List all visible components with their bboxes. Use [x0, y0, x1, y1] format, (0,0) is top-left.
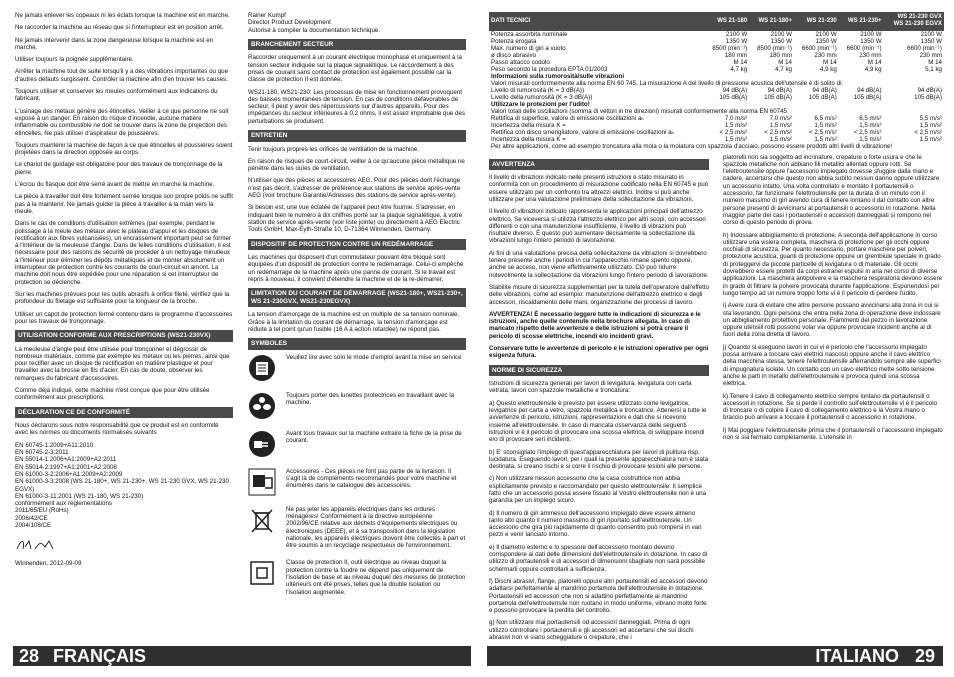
cell-value: 1,5 m/s²	[814, 135, 837, 143]
cell-value: 94 dB(A)	[917, 86, 942, 94]
cell-value: < 2,5 m/s²	[764, 128, 792, 136]
fr-safety-paragraphs	[15, 12, 233, 325]
paragraph: Ai fini di una valutazione precisa della sollecitazione da vibrazioni si dovrebbero tenere presente anche i periodi in cui l'apparecchio rimane spento oppure, anche se acceso, non viene effettivamente utilizzato. Ciò può ridurre notevolmente la sollecitazione da vibrazioni lungo l'intero periodo di lavorazione.	[489, 249, 709, 279]
current-text: La tension d'amorçage de la machine est un multiple de sa tension nominale. Grâce à la limitation du courant de démarrage, la tension d'amorçage est réduite à tel point qu'un fusible (16 A à action retardée) ne répond pas.	[248, 311, 460, 333]
cell-value: M 14	[778, 58, 792, 66]
signatory	[248, 12, 466, 34]
left-page-number: 28	[19, 646, 40, 666]
signatory-line: Autorisé à compiler la documentation technique.	[248, 26, 381, 34]
place-date: Winnenden, 2012-09-09	[15, 559, 82, 567]
row-label: Livello della rumorosità (K = 3 dB(A))	[491, 93, 593, 101]
cell-value: 1,5 m/s²	[919, 121, 942, 129]
symbol-text: Veuillez lire avec soin le mode d'emploi avant la mise en service	[286, 353, 462, 361]
conformity-header: DÉCLARATION CE DE CONFORMITÉ	[15, 407, 233, 419]
norm-item: 2006/42/CE	[15, 514, 48, 522]
safety-paragraph: a) Questo elettroutensile è previsto per essere utilizzato come levigatrice, levigatrice per carta a vetro, spazzola metallica e troncatrice. Attenersi a tutte le avvertenze di pericolo, istruzioni, rappresentazioni e dati che si ricevono insieme all'elettroutensile. In caso di mancata osservanza delle seguenti istruzioni vi è il pericolo di provocare una scossa elettrica, di sviluppare incendi e/o di provocare seri incidenti.	[489, 399, 707, 444]
row-label: ø disco abrasivo	[491, 51, 537, 59]
paragraph: Raccorder uniquement à un courant électrique monophasé et uniquement à la tension secteur indiquée sur la plaque signalétique. Le raccordement à des prises de courant sans contact de protection est également possible car la classe de protection II est donnée.	[248, 54, 462, 84]
paragraph: Dans le cas de conditions d'utilisation extrêmes (par exemple, pendant le polissage à la meule des métaux avec le plateau d'appui et les disques de rectification aux fibres vulcanisées), un encrassement important peut se former à l'intérieur de la meuleuse d'angle. Dans de telles conditions d'utilisation, il est nécessaire pour des raisons de sécurité de procéder à un nettoyage minutieux à l'intérieur pour éliminer les dépôts métalliques et de monter absolument un interrupteur de protection contre les courants de court-circuit en amont. La machine doit nous être expédiée pour une réparation si cet interrupteur de protection se déclenche.	[15, 220, 231, 286]
cell-value: 1350 W	[770, 37, 792, 45]
cell-value: 1,5 m/s²	[814, 121, 837, 129]
cell-value: 4,9 kg	[864, 65, 882, 73]
symbol-class-ii	[248, 559, 466, 595]
cell-value: 1,5 m/s²	[919, 135, 942, 143]
norm-item: 2011/65/EU (RoHs)	[15, 507, 69, 515]
cell-value: 180 mm	[724, 51, 748, 59]
right-page-number: 29	[914, 646, 935, 666]
table-row	[489, 94, 944, 101]
row-label: Passo attacco codolo	[491, 58, 550, 66]
safety-paragraph: b) E' sconsigliato l'impiego di quest'apparecchiatura per lavori di pulitura risp. lucidatura. Eseguendo lavori, per i quali la presente apparecchiatura non è stata destinata, si creano rischi e si corre il rischio di provocare lesioni alle persone.	[489, 448, 709, 471]
paragraph: La pièce à travailler doit être fortement serrée lorsque son propre poids ne suffit pas à la maintenir. Ne jamais guider la pièce à travailler à la main vers la meule.	[15, 193, 233, 215]
norm-item: EN 60745-2-3:2011	[15, 449, 69, 457]
norm-item: EN 61000-3-11:2001 (WS 21-180, WS 21-230)	[15, 492, 144, 500]
norm-item: EN 55014-1:2006+A1:2009+A2:2011	[15, 456, 117, 464]
cell-value: < 2,5 m/s²	[719, 128, 748, 136]
cell-value: 4,9 kg	[819, 65, 837, 73]
cell-value: 1,5 m/s²	[724, 135, 748, 143]
cell-value: 6,5 m/s²	[859, 114, 882, 122]
safety-paragraph: h) Indossare abbigliamento di protezione. A seconda dell'applicazione in corso utilizzare una visiera completa, maschera di protezione per gli occhi oppure occhiali di sicurezza. Per quanto necessario, portare maschere per polveri, protezione acustica, guanti di protezione oppure un grembiule speciale in grado di proteggervi da piccole particelle di levigatura o di materiale. Gli occhi dovrebbero essere protetti da corpi estranei espulsi in aria nel corso di diverse applicazioni. La maschera antipolvere e la maschera respiratoria devono essere in grado di filtrare la polvere provocata durante l'applicazione. Esponendosi per lungo tempo ad un rumore troppo forte vi è il pericolo di perdere l'udito.	[723, 231, 943, 297]
cell-value: 105 dB(A)	[719, 93, 748, 101]
paragraph: La meuleuse d'angle peut être utilisée pour tronçonner et dégrossir de nombreux matériaux, comme par exemple les métaux ou les pierres, ainsi que pour rectifier avec un disque de rectification en matière plastique et pour travailler avec la brosse en fils d'acier. En cas de doute, observer les remarques du fabricant d'accessoires.	[15, 345, 230, 382]
paragraph: Ne raccorder la machine au réseau que si l'interrupteur est en position arrêt.	[15, 24, 224, 32]
row-label: Rettifica di superficie, valore di emissione oscillazioni aₕ	[491, 114, 644, 122]
row-label: Potenza assorbita nominale	[491, 30, 568, 38]
table-row	[489, 45, 944, 52]
norm-item: EN 61000-3-2:2006+A1:2009+A2:2009	[15, 470, 123, 478]
cell-value: 2100 W	[815, 30, 837, 38]
tech-header-row	[489, 12, 944, 31]
paragraph: N'utiliser que des pièces et accessoires AEG. Pour des pièces dont l'échange n'est pas décrit, s'adresser de préférence aux stations de service après-vente AEG (voir brochure Garantie/Adresses des stations de service après-vente).	[248, 177, 461, 200]
symbol-text: Ne pas jeter les appareils électriques dans les ordures ménagères! Conformément à la directive européenne 2002/96/CE relative aux déchets d'équipements électriques ou électroniques (DEEE), et à sa transposition dans la législation nationale, les appareils électriques doivent être collectés à part et être soumis à un recyclage respectueux de l'environnement.	[286, 505, 466, 550]
table-row	[489, 73, 944, 80]
safety-paragraph: c) Non utilizzare nessun accessorio che la casa costruttrice non abbia esplicitamente previsto e raccomandato per questo elettroutensile. Il semplice fatto che un accessorio possa essere fissato al Vostro elettroutensile non è una garanzia per un impiego sicuro.	[489, 475, 707, 505]
row-label: Valori totali delle oscillazioni (somma di vettori in tre direzioni) misurati conformemente alla norma EN 60745	[491, 107, 787, 115]
cell-value: 2100 W	[725, 30, 748, 38]
table-row	[489, 52, 944, 59]
left-page-language: FRANÇAIS	[53, 646, 146, 666]
table-row	[489, 31, 944, 38]
table-row	[489, 143, 944, 150]
safety-paragraph: g) Non utilizzare mai portautensili od accessori danneggiati. Prima di ogni utilizzo controllare i portautensili e gli accessori ed accertarsi che sui dischi abrasivi non vi siano scheggiature o crepature, che i	[489, 619, 694, 642]
safety-paragraph: f) Dischi abrasivi, flange, platorelli oppure altri portautensili ed accessori devono adattarsi perfettamente al mandrino portamola dell'elettroutensile in dotazione. Portautensili ed accessori che non si adattino perfettamente al mandrino portamola dell'elettroutensile non ruotano in modo uniforme, vibrano molto forte e possono provocare la perdita del controllo.	[489, 577, 708, 615]
row-label: Max. numero di giri a vuoto	[491, 44, 566, 52]
maintenance-header: ENTRETIEN	[248, 130, 466, 142]
cell-value: 1350 W	[815, 37, 837, 45]
safety-paragraph: Istruzioni di sicurezza generali per lavori di levigatura, levigatura con carta vetrata, lavori con spazzole metalliche e troncatura:	[489, 380, 692, 395]
paragraph: Ne jamais intervenir dans la zone dangereuse lorsque la machine est en marche.	[15, 36, 214, 51]
cell-value: 105 dB(A)	[764, 93, 792, 101]
cell-value: 1,5 m/s²	[769, 135, 792, 143]
paragraph: Le chariot de guidage est obligatoire pour des travaux de tronçonnage de la pierre.	[15, 161, 223, 176]
it-page	[489, 12, 944, 646]
safety-paragraph: k) Tenere il cavo di collegamento elettrico sempre lontano da portautensili o accessori in rotazione. Se si perde il controllo sull'elettroutensile vi è il pericolo di troncare o di colpire il cavo di collegamento elettrico e la Vostra mano o braccio può arrivare a toccare il portautensili o accessorio in rotazione.	[723, 392, 938, 422]
warning-header: AVVERTENZA	[489, 159, 709, 171]
right-page-language: ITALIANO	[815, 646, 899, 666]
mains-text	[248, 54, 466, 125]
cell-value: 94 dB(A)	[767, 86, 792, 94]
restart-header: DISPOSITIF DE PROTECTION CONTRE UN REDÉMARRAGE	[248, 239, 466, 251]
cell-value: 94 dB(A)	[722, 86, 748, 94]
signature-image	[15, 537, 75, 553]
cell-value: < 2,5 m/s²	[914, 128, 942, 136]
cell-value: 7,0 m/s²	[769, 114, 792, 122]
usage-header: UTILISATION CONFORME AUX PRESCRIPTIONS (WS21-230VX)	[15, 330, 233, 342]
right-page-footer	[487, 646, 943, 666]
mains-header: BRANCHEMENT SECTEUR	[248, 39, 466, 51]
paragraph: Sur les machines prévues pour les outils abrasifs à orifice fileté, vérifiez que la profondeur du filetage est suffisante pour la longueur de la broche.	[15, 290, 230, 306]
paragraph: WS21-180, WS21-230: Les processus de mise en fonctionnement provoquent des baisses momentanées de tension. En cas de conditions défavorables de secteur, il peut y avoir des répercussions sur d'autres appareils. Pour des impédances du secteur inférieures à 0,2 ohms, il est assez improbable que des perturbations se produisent.	[248, 88, 466, 125]
table-row	[489, 87, 944, 94]
safety-header: NORME DI SICUREZZA	[489, 365, 709, 377]
row-label: Incertezza della misura K =	[491, 121, 566, 129]
fr-column-2	[248, 12, 466, 606]
keep-text: Conservare tutte le avvertenze di pericolo e le istruzioni operative per ogni esigenza futura.	[489, 345, 709, 360]
table-row	[489, 115, 944, 122]
warning-bold: AVVERTENZA! È necessario leggere tutte le indicazioni di sicurezza e le istruzioni, anche quelle contenute nella brochure allegata. In caso di mancato rispetto delle avvertenze e delle istruzioni si potrà creare il pericolo di scosse elettriche, incendi e/o incidenti gravi.	[489, 310, 701, 340]
paragraph: Toujours utiliser et conserver les meules conformément aux indications du fabricant.	[15, 88, 218, 103]
cell-value: 2100 W	[920, 30, 942, 38]
table-row	[489, 59, 944, 66]
paragraph: Arrêter la machine tout de suite lorsqu'il y a des vibrations importantes ou que d'autres défauts surgissent. Contrôler la machine afin d'en trouver les causes.	[15, 68, 229, 83]
symbol-text: Avant tous travaux sur la machine extraire la fiche de la prise de courant.	[286, 429, 462, 444]
signatory-line: Director Product Development	[248, 19, 331, 27]
table-row	[489, 136, 944, 143]
norm-item: 2004/108/CE	[15, 522, 52, 530]
restart-text: Les machines qui disposent d'un commutateur pouvant être bloqué sont équipées d'un dispositif de protection contre le redémarrage. Celui-ci empêche un redémarrage de la machine après une panne de courant. Si le travail est repris à nouveau, il convient d'éteindre la machine et de la re-démarrer.	[248, 254, 464, 283]
cell-value: 105 dB(A)	[808, 93, 837, 101]
cell-value: 94 dB(A)	[812, 86, 837, 94]
row-label: Potenza erogata	[491, 37, 537, 45]
cell-value: 2100 W	[770, 30, 792, 38]
left-page-footer	[13, 646, 471, 666]
cell-value: 105 dB(A)	[853, 93, 882, 101]
cell-value: 1,5 m/s²	[724, 121, 748, 129]
table-row	[489, 66, 944, 73]
cell-value: 230 mm	[859, 51, 882, 59]
paragraph: Utiliser toujours la poignée supplémentaire.	[15, 56, 134, 64]
it-column-1	[489, 154, 709, 647]
double-insulation-icon	[248, 559, 276, 587]
cell-value: 4,7 kg	[775, 65, 792, 73]
norm-item: conformément aux réglementations	[15, 500, 112, 508]
symbol-text: Toujours porter des lunettes protectrices en travaillant avec la machine.	[286, 391, 455, 406]
conformity-text: Nous déclarons sous notre responsabilité que ce produit est en conformité avec les normes ou documents normalisés suivants	[15, 422, 219, 437]
paragraph: Si besoin est, une vue éclatée de l'appareil peut être fournie. S'adresser, en indiquant bien le numéro à dix chiffres porté sur la plaque signalétique, à votre station de service après-vente (voir liste jointe) ou directement à AEG Electric Tools GmbH, Max-Eyth-Straße 10, D-71364 Winnenden, Germany.	[248, 204, 463, 234]
symbol-read-manual	[248, 354, 466, 382]
cell-value: 94 dB(A)	[857, 86, 882, 94]
table-row	[489, 38, 944, 45]
safety-paragraph: l) Mai poggiare l'elettroutensile prima che il portautensili o l'accessorio impiegato non si sia fermato completamente. L'utensile in	[723, 426, 943, 441]
cell-value: 1,5 m/s²	[859, 135, 882, 143]
tech-header-title: DATI TECNICI	[489, 12, 704, 31]
model-column-header: WS 21-230+	[839, 12, 884, 31]
paragraph: Stabilite misure di sicurezza supplementari per la tutela dell'operatore dall'effetto delle vibrazioni, come ad esempio: manutenzione dell'attrezzo elettrico e degli accessori, riscaldamento delle mani, organizzazione dei processi di lavoro.	[489, 283, 709, 306]
paragraph: Toujours maintenir la machine de façon à ce que étincelles et poussières soient projetées dans la direction opposée au corps.	[15, 141, 233, 157]
cell-value: 180 mm	[769, 51, 792, 59]
cell-value: 6,5 m/s²	[814, 114, 837, 122]
cell-value: 6600 (min⁻¹)	[801, 44, 837, 52]
paragraph: Comme déjà indiqué, cette machine n'est conçue que pour être utilisée conformément aux prescriptions.	[15, 387, 210, 402]
accessories-icon	[248, 468, 276, 496]
unplug-icon	[248, 430, 276, 458]
cell-value: 230 mm	[814, 51, 837, 59]
table-row	[489, 80, 944, 87]
row-label: Rettifica con disco smerigliatore, valore di emissione oscillazioni aₕ	[491, 128, 675, 136]
tech-data-table	[489, 12, 944, 150]
model-column-header: WS 21-230 GVX WS 21-230 EGVX	[884, 12, 944, 31]
row-label: Per altre applicazioni, come ad esempio troncatura alla mola o la molatura con spazzola d'acciaio, possono essere prodotti altri livelli di vibrazione!	[491, 142, 893, 150]
it-col2-content	[723, 154, 943, 442]
cell-value: < 2,5 m/s²	[809, 128, 837, 136]
cell-value: 8500 (min⁻¹)	[757, 44, 792, 52]
it-column-2	[723, 154, 943, 647]
table-row	[489, 108, 944, 115]
maintenance-text	[248, 146, 466, 234]
crossed-bin-icon	[248, 506, 276, 534]
norm-item: EN 55014-2:1997+A1:2001+A2:2008	[15, 463, 117, 471]
cell-value: M 14	[823, 58, 837, 66]
norms-list	[15, 442, 233, 530]
safety-paragraph: j) Quando si eseguono lavori in cui vi è pericolo che l'accessorio impiegato possa arrivare a toccare cavi elettrici nascosti oppure anche il cavo elettrico della macchina stessa, tenere l'elettroutensile afferrandolo sempre alle superfici di impugnatura isolate. Un contatto con un cavo elettrico mette sotto tensione anche le parti in metallo dell'elettroutensile e provoca quindi una scossa elettrica.	[723, 343, 941, 388]
paragraph: Il livello di vibrazioni indicato nelle presenti istruzioni è stato misurato in conformità con un procedimento di misurazione codificato nella EN 60745 e può essere utilizzato per un confronto tra attrezzi elettrici. Inoltre si può anche utilizzare per una valutazione preliminare della sollecitazione da vibrazioni.	[489, 174, 709, 203]
safety-paragraph: d) Il numero di giri ammesso dell'accessorio impiegato deve essere almeno tanto alto quanto il numero massimo di giri riportato sull'elettroutensile. Un accessorio che gira più rapidamente di quanto consentito può rompersi in vari pezzi e venir lanciato intorno.	[489, 509, 702, 539]
symbol-unplug	[248, 430, 466, 458]
safety-goggles-icon	[248, 392, 276, 420]
cell-value: 7,0 m/s²	[724, 114, 748, 122]
paragraph: Tenir toujours propres les orifices de ventilation de la machine.	[248, 145, 419, 153]
symbol-text: Accessoires - Ces pièces ne font pas partie de la livraison. Il s'agit là de compléments recommandés pour votre machine et énumérés dans le catalogue des accessoires.	[286, 467, 457, 490]
cell-value: M 14	[733, 58, 748, 66]
symbols-header: SYMBOLES	[248, 338, 466, 350]
cell-value: 6600 (min⁻¹)	[846, 44, 882, 52]
cell-value: 1350 W	[725, 37, 748, 45]
row-label: Informazioni sulla rumorosità/sulle vibrazioni	[491, 72, 625, 80]
symbol-weee	[248, 506, 466, 550]
signatory-line: Rainer Kumpf	[248, 12, 286, 19]
cell-value: M 14	[928, 58, 942, 66]
cell-value: 1350 W	[860, 37, 882, 45]
row-label: Peso secondo la procedura EPTA 01/2003	[491, 65, 608, 73]
cell-value: 6600 (min⁻¹)	[907, 44, 942, 52]
paragraph: En raison de risques de court-circuit, veiller à ce qu'aucune pièce métallique ne pénètre dans les ouïes de ventilation.	[248, 157, 465, 173]
paragraph: Utiliser un capot de protection fermé contenu dans le programme d'accessoires pour les travaux de tronçonnage.	[15, 310, 233, 325]
symbol-text: Classe de protection II, outil électrique au niveau duquel la protection contre la foudre ne dépend pas uniquement de l'isolation de base et au niveau duquel des mesures de protection ultérieurs ont été prises, telles que la double isolation ou l'isolation augmentée.	[286, 559, 466, 596]
cell-value: 1,5 m/s²	[769, 121, 792, 129]
model-column-header: WS 21-230	[794, 12, 839, 31]
cell-value: 1350 W	[920, 37, 942, 45]
current-header: LIMITATION DU COURANT DE DÉMARRAGE (WS21-180+, WS21-230+, WS 21-230GVX, WS21-230EGVX)	[248, 288, 466, 307]
row-label: Incertezza della misura K =	[491, 135, 566, 143]
row-label: Livello di rumorosità (K = 3 dB(A))	[491, 86, 585, 94]
cell-value: 5,5 m/s²	[919, 114, 942, 122]
cell-value: 105 dB(A)	[914, 93, 942, 101]
row-label: Valori misurati conformemente alla norma EN 60 745. La misurazione A del livello di pressione acustica dell'utensile è di solito di:	[491, 79, 844, 87]
cell-value: 4,7 kg	[730, 65, 748, 73]
it-col1-content	[489, 159, 709, 642]
symbol-goggles	[248, 392, 466, 420]
safety-paragraph: i) Avere cura di evitare che altre persone possano avvicinarsi alla zona in cui si sta lavorando. Ogni persona che entra nella zona di operazione deve indossare un abbigliamento protettivo personale. Frammenti del pezzo in lavorazione oppure utensili rotti possono volar via oppure provocare incidenti anche al di fuori della zona diretta di lavoro.	[723, 302, 941, 339]
cell-value: 5,1 kg	[925, 65, 942, 73]
tech-body	[489, 31, 944, 150]
table-row	[489, 122, 944, 129]
cell-value: 8500 (min⁻¹)	[712, 44, 748, 52]
model-column-header: WS 21-180+	[749, 12, 794, 31]
paragraph: Il livello di vibrazioni indicato rappresenta le applicazioni principali dell'attrezzo elettrico. Se viceversa si utilizza l'attrezzo elettrico per altri scopi, con accessori differenti o con una manutenzione insufficiente, il livello di vibrazioni può risultare diverso. È questo può aumentare decisamente la sollecitazione da vibrazioni lungo l'intero periodo di lavorazione.	[489, 208, 706, 245]
safety-paragraph: platorelli non sia soggetto ad incrinature, crepature o forte usura e che le spazzole metalliche non abbiano fili metallici allentati oppure rotti. Se l'elettroutensile oppure l'accessorio impiegato dovesse sfuggire dalla mano e cadere, accertarsi che questo non abbia subìto nessun danno oppure utilizzare un accessorio intatto. Una volta controllato e montato il portautensili o accessorio, far funzionare l'elettroutensile per la durata di un minuto con il numero massimo di giri avendo cura di tenere lontano il dal contatto con altre persone presenti di avvicinarsi al portautensili o accessorio in rotazione. Nella maggior parte dei casi i portautensili o accessori danneggiati si rompono nel corso di questo periodo di prova.	[723, 153, 940, 227]
table-row	[489, 101, 944, 108]
fr-column-1	[15, 12, 233, 572]
model-column-header: WS 21-180	[704, 12, 749, 31]
read-manual-icon	[248, 354, 276, 382]
paragraph: L'usinage des métaux génère des étincelles. Veiller à ce que personne ne soit exposé à un danger. En raison du risque d'incendie, aucune matière inflammable ou combustible ne doit se trouver dans la zone de projection des étincelles. Ne pas utiliser d'aspirateur de poussières.	[15, 107, 229, 137]
symbol-accessories	[248, 468, 466, 496]
norm-item: EN 61000-3-3:2008 (WS 21-180+, WS 21-230+, WS 21-230 GVX, WS 21-230 EGVX)	[15, 478, 229, 493]
cell-value: 2100 W	[860, 30, 882, 38]
paragraph: L'écrou du flasque doit être serré avant de mettre en marche la machine.	[15, 181, 215, 189]
cell-value: < 2,5 m/s²	[853, 128, 882, 136]
row-label: Utilizzare le protezioni per l'udito!	[491, 100, 590, 108]
usage-text	[15, 346, 233, 402]
norm-item: EN 60745-1:2009+A11:2010	[15, 441, 94, 449]
cell-value: 230 mm	[919, 51, 942, 59]
table-row	[489, 129, 944, 136]
safety-paragraph: e) Il diametro esterno e lo spessore dell'accessorio montato devono corrispondere ai dati delle dimensioni dell'elettroutensile in dotazione. In caso di utilizzo di portautensili e di accessori di dimensioni sbagliate non sarà possibile schermarli oppure controllarli a sufficienza.	[489, 543, 708, 573]
cell-value: M 14	[867, 58, 882, 66]
cell-value: 1,5 m/s²	[859, 121, 882, 129]
paragraph: Ne jamais enlever les copeaux ni les éclats lorsque la machine est en marche.	[15, 12, 230, 19]
